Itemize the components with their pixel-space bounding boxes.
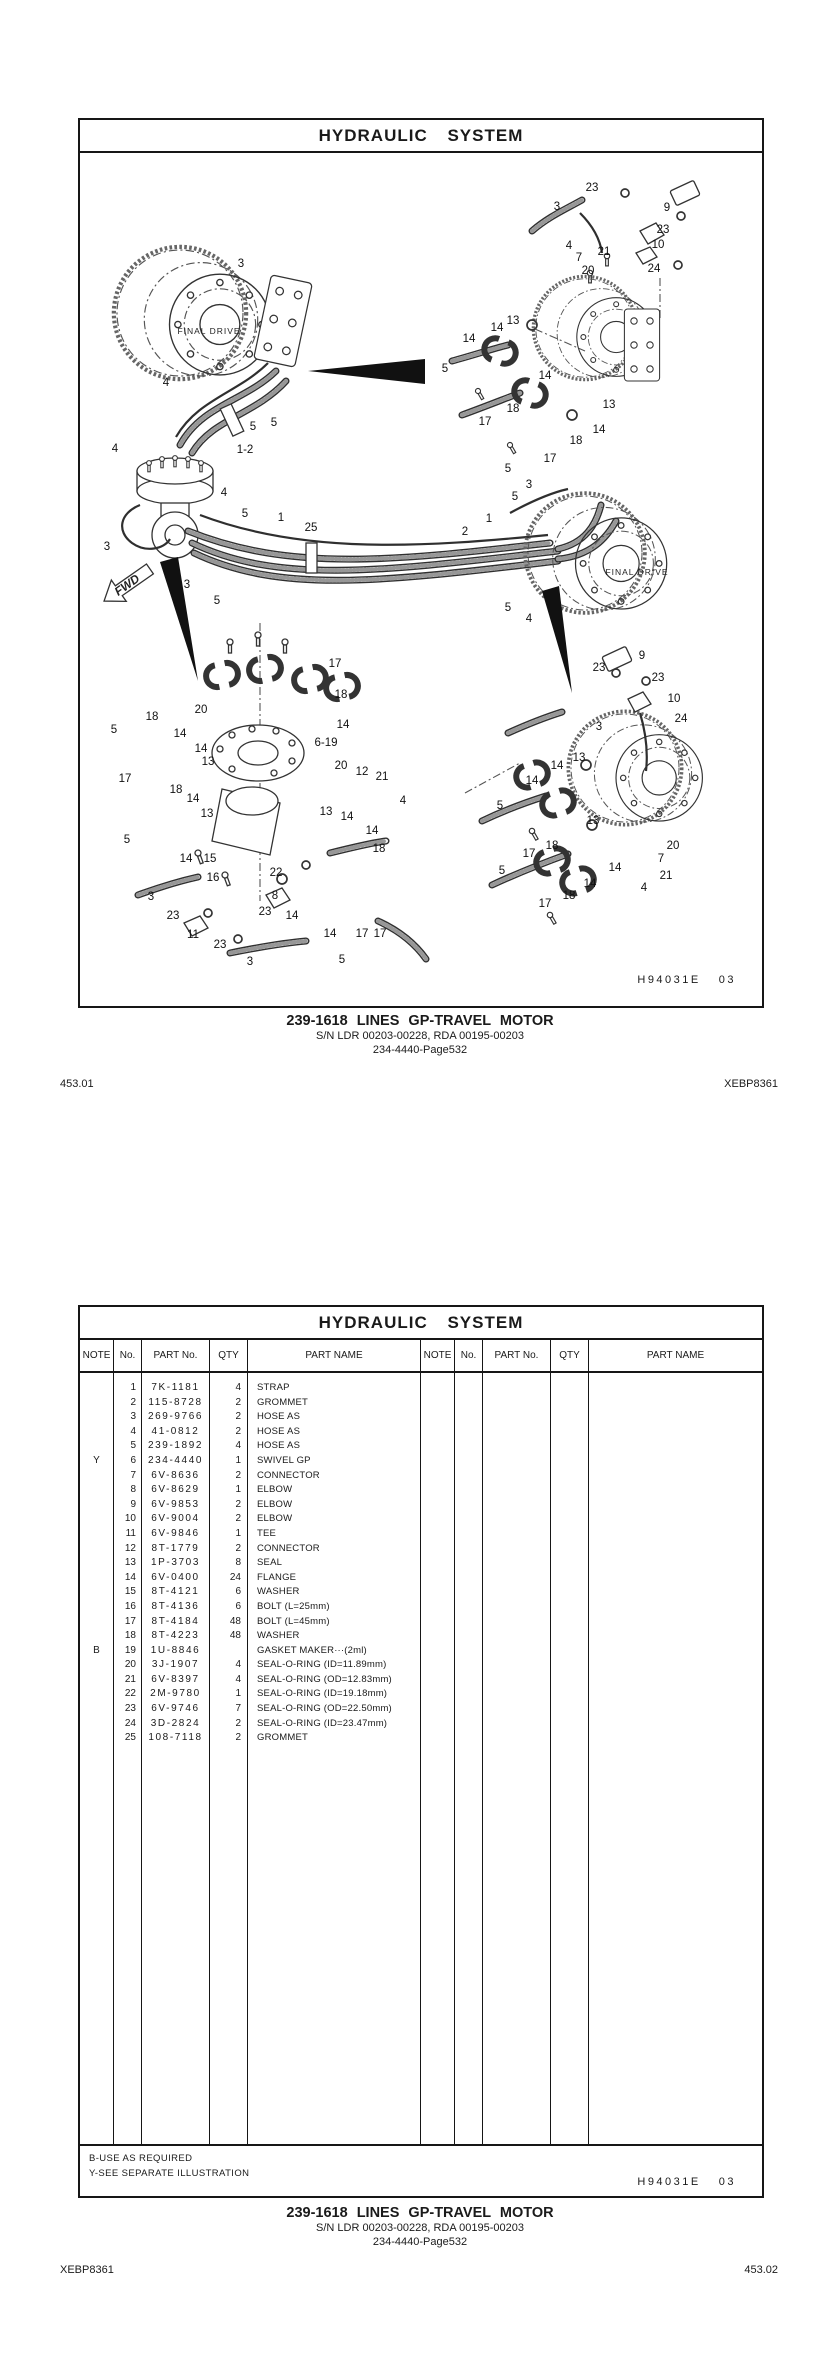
- cell-no: 7: [130, 1469, 136, 1481]
- cell-qty: 24: [229, 1571, 241, 1583]
- drawing-rev: 03: [718, 2176, 736, 2188]
- callout-24: 24: [674, 713, 688, 725]
- callout-24: 24: [647, 263, 661, 275]
- cell-part: 8T-4136: [151, 1600, 200, 1612]
- cell-no: 8: [130, 1484, 136, 1496]
- cell-no: 15: [124, 1586, 136, 1598]
- cell-name: BOLT (L=25mm): [257, 1600, 330, 1612]
- callout-3: 3: [147, 891, 155, 903]
- callout-7: 7: [575, 252, 583, 264]
- callout-5: 5: [441, 363, 449, 375]
- callout-4: 4: [399, 795, 407, 807]
- callout-14: 14: [608, 862, 622, 874]
- cell-qty: 2: [235, 1425, 241, 1437]
- cell-part: 6V-8636: [151, 1469, 200, 1481]
- callout-14: 14: [336, 719, 350, 731]
- callout-21: 21: [597, 246, 611, 258]
- cell-part: 7K-1181: [151, 1382, 200, 1393]
- cell-name: HOSE AS: [257, 1440, 301, 1452]
- cell-qty: 48: [229, 1630, 241, 1642]
- callout-22: 22: [269, 867, 283, 879]
- cell-note: B: [93, 1644, 100, 1656]
- callout-14: 14: [583, 878, 597, 890]
- sheet1-footer: [60, 1078, 778, 1090]
- callout-13: 13: [572, 752, 586, 764]
- callout-23: 23: [656, 224, 670, 236]
- column-header-note: NOTE: [80, 1340, 114, 1371]
- callout-14: 14: [340, 811, 354, 823]
- cell-no: 3: [130, 1411, 136, 1423]
- callout-20: 20: [194, 704, 208, 716]
- cell-part: 108-7118: [148, 1732, 203, 1744]
- sheet1-title: HYDRAULIC SYSTEM: [80, 120, 762, 153]
- cell-qty: 8: [235, 1557, 241, 1569]
- cell-part: 8T-4184: [151, 1615, 200, 1627]
- column-header-note: NOTE: [421, 1340, 455, 1371]
- callout-5: 5: [498, 865, 506, 877]
- callout-7: 7: [657, 853, 665, 865]
- table-column-qty-right: [551, 1373, 589, 2144]
- callout-3: 3: [525, 479, 533, 491]
- callout-15: 15: [203, 853, 217, 865]
- cell-qty: 1: [235, 1688, 241, 1700]
- table-body: [80, 1373, 762, 2144]
- cell-qty: 4: [235, 1659, 241, 1671]
- cell-note: [80, 1673, 113, 1688]
- callout-2: 2: [461, 526, 469, 538]
- cell-qty: 2: [235, 1498, 241, 1510]
- cell-part: 41-0812: [151, 1425, 200, 1437]
- callout-1: 1: [485, 513, 493, 525]
- cell-name: SEAL-O-RING (OD=12.83mm): [257, 1673, 392, 1685]
- callout-5: 5: [511, 491, 519, 503]
- callout-18: 18: [145, 711, 159, 723]
- cell-name: CONNECTOR: [257, 1542, 320, 1554]
- cell-no: 4: [130, 1425, 136, 1437]
- callout-23: 23: [213, 939, 227, 951]
- cell-qty: 2: [235, 1411, 241, 1423]
- callout-18: 18: [372, 843, 386, 855]
- callout-14: 14: [490, 322, 504, 334]
- callout-20: 20: [334, 760, 348, 772]
- callout-14: 14: [550, 760, 564, 772]
- callout-17: 17: [478, 416, 492, 428]
- publication-code: XEBP8361: [60, 2264, 114, 2276]
- caption-serial: S/N LDR 00203-00228, RDA 00195-00203: [316, 1030, 524, 1042]
- table-column-name-right: [589, 1373, 762, 2144]
- cell-no: 22: [124, 1688, 136, 1700]
- cell-no: 14: [124, 1571, 136, 1583]
- cell-part: 2M-9780: [150, 1688, 201, 1700]
- callout-1-2: 1-2: [236, 444, 254, 456]
- cell-qty: 48: [229, 1615, 241, 1627]
- exploded-diagram: [80, 153, 761, 1008]
- callout-10: 10: [667, 693, 681, 705]
- callout-9: 9: [638, 650, 646, 662]
- callout-14: 14: [285, 910, 299, 922]
- callout-17: 17: [118, 773, 132, 785]
- callout-14: 14: [186, 793, 200, 805]
- cell-qty: 2: [235, 1469, 241, 1481]
- cell-name: SEAL: [257, 1557, 283, 1569]
- table-notes: [80, 2144, 762, 2196]
- callout-17: 17: [328, 658, 342, 670]
- caption-title: 239-1618 LINES GP-TRAVEL MOTOR: [286, 2205, 554, 2221]
- cell-name: GROMMET: [257, 1396, 309, 1408]
- sheet2-footer: [60, 2264, 778, 2276]
- caption-title: 239-1618 LINES GP-TRAVEL MOTOR: [286, 1013, 554, 1029]
- drawing-code: H94031E: [637, 2176, 701, 2188]
- column-header-part: PART No.: [142, 1340, 210, 1371]
- callout-16: 16: [206, 872, 220, 884]
- callout-14: 14: [592, 424, 606, 436]
- footnote: B-USE AS REQUIRED: [89, 2153, 193, 2164]
- cell-no: 6: [130, 1454, 136, 1466]
- sheet2-caption: [0, 2205, 840, 2249]
- table-column-part-left: [142, 1373, 210, 2144]
- callout-14: 14: [365, 825, 379, 837]
- callout-3: 3: [553, 201, 561, 213]
- callout-18: 18: [506, 403, 520, 415]
- callout-4: 4: [640, 882, 648, 894]
- cell-part: 3D-2824: [150, 1717, 201, 1729]
- cell-no: 16: [124, 1600, 136, 1612]
- cell-name: SEAL-O-RING (ID=23.47mm): [257, 1717, 388, 1729]
- callout-5: 5: [504, 602, 512, 614]
- table-column-qty-left: [210, 1373, 248, 2144]
- caption-ref: 234-4440-Page532: [372, 2235, 468, 2248]
- cell-part: 234-4440: [147, 1454, 204, 1466]
- callout-21: 21: [375, 771, 389, 783]
- cell-name: BOLT (L=45mm): [257, 1615, 330, 1627]
- cell-name: WASHER: [257, 1586, 300, 1598]
- table-column-no-right: [455, 1373, 483, 2144]
- callout-3: 3: [246, 956, 254, 968]
- cell-qty: 2: [235, 1396, 241, 1408]
- callout-17: 17: [543, 453, 557, 465]
- cell-note: [80, 1687, 113, 1702]
- column-header-qty: QTY: [551, 1340, 589, 1371]
- cell-part: 6V-9846: [151, 1527, 200, 1539]
- cell-qty: 6: [235, 1586, 241, 1598]
- cell-note: [80, 1512, 113, 1527]
- drawing-code: H94031E: [637, 974, 701, 986]
- callout-5: 5: [110, 724, 118, 736]
- callout-23: 23: [258, 906, 272, 918]
- cell-part: 1U-8846: [150, 1644, 201, 1656]
- cell-part: 6V-0400: [151, 1571, 200, 1583]
- final-drive-label: FINAL DRIVE: [177, 326, 241, 336]
- cell-part: 6V-9004: [151, 1513, 200, 1525]
- cell-name: STRAP: [257, 1382, 290, 1393]
- cell-name: SEAL-O-RING (OD=22.50mm): [257, 1703, 392, 1715]
- cell-part: 6V-8629: [151, 1484, 200, 1496]
- cell-name: SEAL-O-RING (ID=19.18mm): [257, 1688, 388, 1700]
- callout-21: 21: [659, 870, 673, 882]
- cell-note: [80, 1585, 113, 1600]
- callout-4: 4: [525, 613, 533, 625]
- column-header-name: PART NAME: [646, 1350, 705, 1361]
- cell-name: ELBOW: [257, 1513, 293, 1525]
- cell-note: [80, 1731, 113, 1746]
- cell-no: 2: [130, 1396, 136, 1408]
- cell-qty: 4: [235, 1673, 241, 1685]
- callout-3: 3: [595, 721, 603, 733]
- table-column-note-left: [80, 1373, 114, 2144]
- callout-1: 1: [277, 512, 285, 524]
- column-header-no: No.: [114, 1340, 142, 1371]
- cell-note: [80, 1571, 113, 1586]
- cell-no: 11: [125, 1527, 136, 1539]
- cell-no: 21: [124, 1673, 136, 1685]
- callout-5: 5: [270, 417, 278, 429]
- callout-5: 5: [338, 954, 346, 966]
- callout-4: 4: [565, 240, 573, 252]
- table-column-name-left: [248, 1373, 421, 2144]
- cell-no: 19: [124, 1644, 136, 1656]
- callout-17: 17: [538, 898, 552, 910]
- callout-18: 18: [562, 890, 576, 902]
- table-header-row: [80, 1340, 762, 1373]
- cell-no: 13: [124, 1557, 136, 1569]
- callout-9: 9: [663, 202, 671, 214]
- cell-part: 8T-4223: [151, 1630, 200, 1642]
- callout-5: 5: [504, 463, 512, 475]
- cell-note: [80, 1425, 113, 1440]
- cell-note: [80, 1702, 113, 1717]
- cell-note: [80, 1658, 113, 1673]
- callout-13: 13: [506, 315, 520, 327]
- diagram-sheet: [78, 118, 764, 1008]
- callout-23: 23: [592, 662, 606, 674]
- cell-no: 1: [130, 1382, 136, 1393]
- drawing-rev: 03: [718, 974, 736, 986]
- callout-14: 14: [525, 775, 539, 787]
- column-header-no: No.: [455, 1340, 483, 1371]
- cell-qty: 1: [235, 1527, 241, 1539]
- cell-no: 17: [124, 1615, 136, 1627]
- fwd-arrow-label: FWD: [111, 571, 143, 599]
- cell-no: 18: [124, 1630, 136, 1642]
- callout-18: 18: [545, 840, 559, 852]
- cell-note: [80, 1556, 113, 1571]
- callout-18: 18: [169, 784, 183, 796]
- callout-14: 14: [194, 743, 208, 755]
- cell-name: GASKET MAKER···(2ml): [257, 1644, 367, 1656]
- callout-23: 23: [585, 182, 599, 194]
- cell-part: 115-8728: [148, 1396, 203, 1408]
- cell-note: [80, 1542, 113, 1557]
- cell-part: 269-9766: [147, 1411, 204, 1423]
- page-number: 453.01: [60, 1078, 94, 1090]
- caption-serial: S/N LDR 00203-00228, RDA 00195-00203: [316, 2222, 524, 2234]
- callout-4: 4: [220, 487, 228, 499]
- callout-8: 8: [271, 890, 279, 902]
- table-column-part-right: [483, 1373, 551, 2144]
- cell-no: 25: [124, 1732, 136, 1744]
- cell-qty: 2: [235, 1542, 241, 1554]
- cell-part: 8T-4121: [151, 1586, 200, 1598]
- publication-code: XEBP8361: [724, 1078, 778, 1090]
- cell-name: GROMMET: [257, 1732, 309, 1744]
- drawing-ref: [637, 2176, 736, 2188]
- callout-17: 17: [522, 848, 536, 860]
- cell-qty: 1: [235, 1484, 241, 1496]
- cell-note: [80, 1410, 113, 1425]
- callout-3: 3: [237, 258, 245, 270]
- callout-3: 3: [183, 579, 191, 591]
- cell-qty: 2: [235, 1717, 241, 1729]
- cell-part: 6V-8397: [151, 1673, 200, 1685]
- caption-ref: 234-4440-Page532: [372, 1043, 468, 1056]
- callout-18: 18: [569, 435, 583, 447]
- cell-qty: 2: [235, 1513, 241, 1525]
- table-column-no-left: [114, 1373, 142, 2144]
- callout-10: 10: [651, 239, 665, 251]
- callout-13: 13: [200, 808, 214, 820]
- cell-qty: [210, 1644, 247, 1659]
- callout-4: 4: [162, 377, 170, 389]
- cell-note: [80, 1498, 113, 1513]
- cell-name: HOSE AS: [257, 1425, 301, 1437]
- cell-note: [80, 1483, 113, 1498]
- cell-note: Y: [93, 1454, 100, 1466]
- callout-5: 5: [249, 421, 257, 433]
- callout-12: 12: [355, 766, 369, 778]
- callout-13: 13: [319, 806, 333, 818]
- drawing-ref: [637, 974, 736, 986]
- column-header-name: PART NAME: [248, 1340, 421, 1371]
- sheet1-caption: [0, 1013, 840, 1057]
- callout-5: 5: [241, 508, 249, 520]
- cell-note: [80, 1396, 113, 1411]
- cell-part: 239-1892: [147, 1440, 204, 1452]
- column-header-part: PART No.: [483, 1340, 551, 1371]
- cell-no: 23: [124, 1703, 136, 1715]
- callout-11: 11: [187, 929, 199, 941]
- cell-no: 12: [124, 1542, 136, 1554]
- callout-5: 5: [123, 834, 131, 846]
- callout-17: 17: [355, 928, 369, 940]
- callout-18: 18: [334, 689, 348, 701]
- callout-14: 14: [323, 928, 337, 940]
- callout-3: 3: [103, 541, 111, 553]
- callout-17: 17: [373, 928, 387, 940]
- cell-qty: 1: [235, 1454, 241, 1466]
- cell-note: [80, 1439, 113, 1454]
- cell-name: CONNECTOR: [257, 1469, 320, 1481]
- callout-5: 5: [496, 800, 504, 812]
- callout-14: 14: [179, 853, 193, 865]
- cell-name: HOSE AS: [257, 1411, 301, 1423]
- cell-no: 20: [124, 1659, 136, 1671]
- cell-qty: 4: [235, 1440, 241, 1452]
- callout-13: 13: [201, 756, 215, 768]
- cell-no: 24: [124, 1717, 136, 1729]
- cell-name: FLANGE: [257, 1571, 297, 1583]
- callout-13: 13: [586, 815, 600, 827]
- callout-4: 4: [111, 443, 119, 455]
- callout-20: 20: [581, 265, 595, 277]
- cell-name: SEAL-O-RING (ID=11.89mm): [257, 1659, 387, 1671]
- cell-note: [80, 1381, 113, 1396]
- sheet2-title: HYDRAULIC SYSTEM: [80, 1307, 762, 1340]
- cell-name: WASHER: [257, 1630, 300, 1642]
- cell-name: ELBOW: [257, 1498, 293, 1510]
- callout-14: 14: [173, 728, 187, 740]
- cell-qty: 4: [235, 1382, 241, 1393]
- cell-qty: 7: [235, 1703, 241, 1715]
- callout-13: 13: [602, 399, 616, 411]
- callout-5: 5: [213, 595, 221, 607]
- cell-no: 10: [124, 1513, 136, 1525]
- cell-note: [80, 1469, 113, 1484]
- cell-part: 1P-3703: [150, 1557, 200, 1569]
- cell-note: [80, 1629, 113, 1644]
- callout-14: 14: [538, 370, 552, 382]
- cell-no: 5: [130, 1440, 136, 1452]
- column-header-qty: QTY: [210, 1340, 248, 1371]
- cell-part: 8T-1779: [151, 1542, 200, 1554]
- cell-qty: 6: [235, 1600, 241, 1612]
- final-drive-label: FINAL DRIVE: [605, 567, 669, 577]
- callout-6-19: 6-19: [314, 737, 338, 749]
- cell-name: SWIVEL GP: [257, 1454, 311, 1466]
- parts-table-sheet: [78, 1305, 764, 2198]
- callout-23: 23: [166, 910, 180, 922]
- cell-note: [80, 1600, 113, 1615]
- callout-23: 23: [651, 672, 665, 684]
- cell-note: [80, 1527, 113, 1542]
- callout-14: 14: [462, 333, 476, 345]
- cell-note: [80, 1615, 113, 1630]
- cell-part: 6V-9853: [151, 1498, 200, 1510]
- cell-note: [80, 1717, 113, 1732]
- cell-part: 3J-1907: [151, 1659, 200, 1671]
- table-column-note-right: [421, 1373, 455, 2144]
- page-number: 453.02: [744, 2264, 778, 2276]
- cell-name: ELBOW: [257, 1484, 293, 1496]
- cell-part: 6V-9746: [151, 1703, 200, 1715]
- cell-qty: 2: [235, 1732, 241, 1744]
- cell-no: 9: [130, 1498, 136, 1510]
- cell-name: TEE: [257, 1527, 277, 1539]
- callout-20: 20: [666, 840, 680, 852]
- callout-25: 25: [304, 522, 318, 534]
- footnote: Y-SEE SEPARATE ILLUSTRATION: [89, 2168, 250, 2179]
